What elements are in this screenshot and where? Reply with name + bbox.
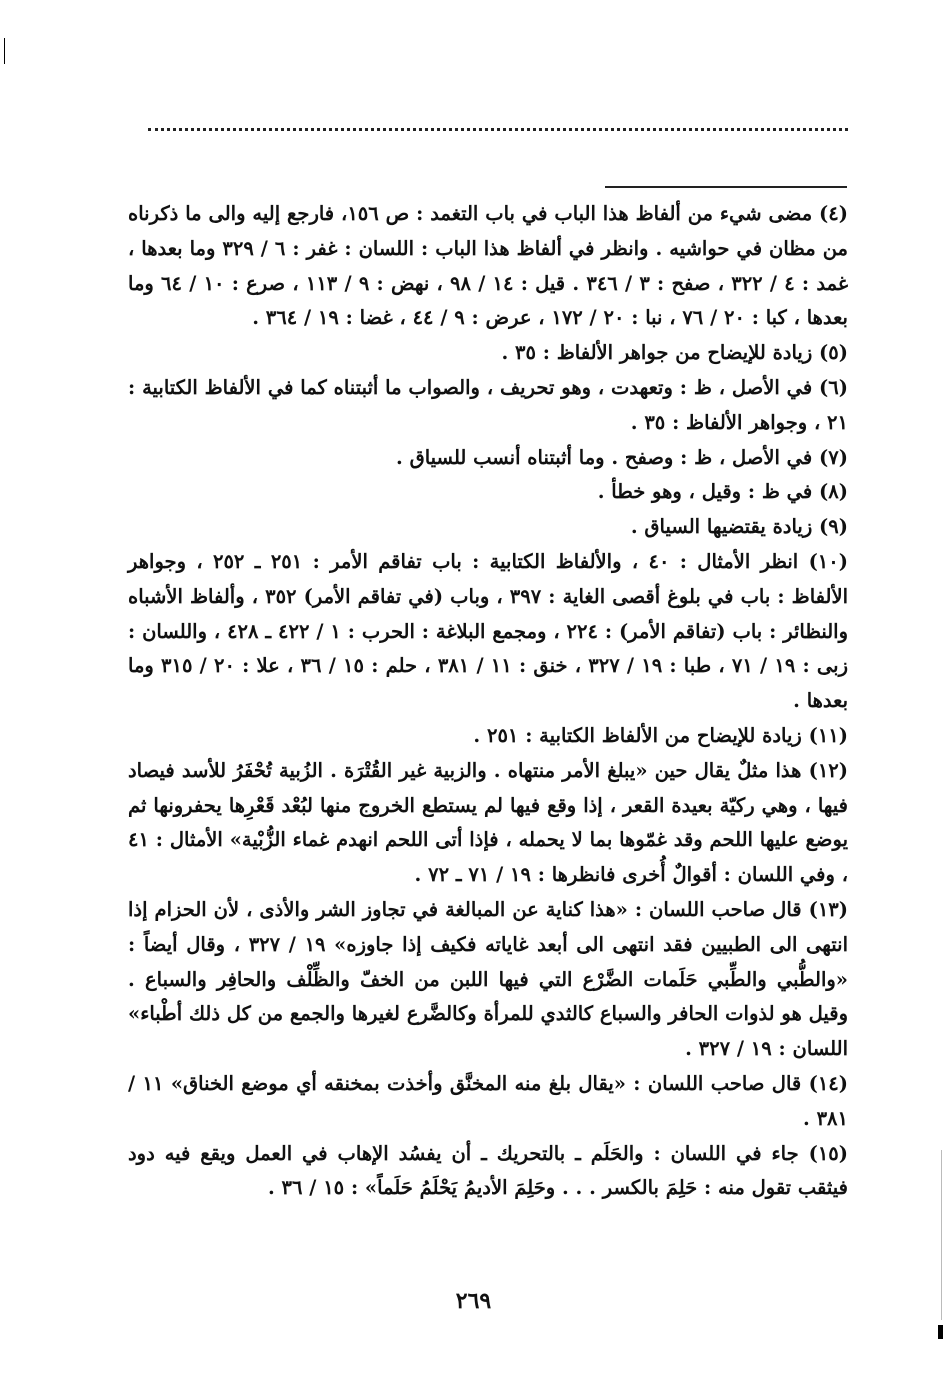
footnote-5: (٥) زيادة للإيضاح من جواهر الألفاظ : ٣٥ . bbox=[501, 341, 848, 365]
footnote-10: (١٠) انظر الأمثال : ٤٠ ، والألفاظ الكتابية : باب تفاقم الأمر : ٢٥١ ـ ٢٥٢ ، وجواهر الألفاظ : باب في بلوغ أقصى الغاية : ٣٩٧ ، وباب (في تفاقم الأمر) ٣٥٢ ، وألفاظ الأشباه والنظائر : باب (تفاقم الأمر) : ٢٢٤ ، ومجمع البلاغة : الحرب : ١ / ٤٢٢ ـ ٤٢٨ ، واللسان : زبى : ١٩ / ٧١ ، طبا : ١٩ / ٣٢٧ ، خنق : ١١ / ٣٨١ ، حلم : ١٥ / ٣٦ ، علا : ٢٠ / ٣١٥ وما بعدها . bbox=[128, 549, 849, 713]
footnotes-block bbox=[128, 197, 848, 1206]
scan-edge-mark-right bbox=[938, 1325, 943, 1339]
footnote-14: (١٤) قال صاحب اللسان : «يقال بلغ منه المخنَّق وأخذت بمخنقه أي موضع الخناق» ١١ / ٣٨١ . bbox=[128, 1071, 848, 1130]
footnote-7: (٧) في الأصل ، ظ : وصفح . وما أثبتناه أنسب للسياق . bbox=[396, 445, 848, 469]
footnote-11: (١١) زيادة للإيضاح من الألفاظ الكتابية : ٢٥١ . bbox=[473, 723, 848, 747]
footnote-6: (٦) في الأصل ، ظ : وتعهدت ، وهو تحريف ، والصواب ما أثبتناه كما في الألفاظ الكتابية : ٢١ ، وجواهر الألفاظ : ٣٥ . bbox=[128, 375, 848, 434]
footnote-4: (٤) مضى شيء من ألفاظ هذا الباب في باب التغمد : ص ١٥٦، فارجع إليه والى ما ذكرناه من مظان في حواشيه . وانظر في ألفاظ هذا الباب : اللسان : غفر : ٦ / ٣٢٩ وما بعدها ، غمد : ٤ / ٣٢٢ ، صفح : ٣ / ٣٤٦ . قيل : ١٤ / ٩٨ ، نهض : ٩ / ١١٣ ، صرع : ١٠ / ٦٤ وما بعدها ، كبا : ٢٠ / ٧٦ ، نبا : ٢٠ / ١٧٢ ، عرض : ٩ / ٤٤ ، غضا : ١٩ / ٣٦٤ . bbox=[128, 202, 849, 330]
footnote-9: (٩) زيادة يقتضيها السياق . bbox=[630, 515, 848, 539]
footnote-13: (١٣) قال صاحب اللسان : «هذا كناية عن المبالغة في تجاوز الشر والأذى ، لأن الحزام إذا انتهى الى الطبيين فقد انتهى الى أبعد غاياته فكيف إذا جاوزه» ١٩ / ٣٢٧ ، وقال أيضاً : «والطُّبي والطِّبي حَلَمات الضَّرْع التي فيها اللبن من الخفّ والظِّلْف والحافِر والسباع . وقيل هو لذوات الحافر والسباع كالثدي للمرأة وكالضَّرع لغيرها والجمع من كل ذلك أطْباء» اللسان : ١٩ / ٣٢٧ . bbox=[128, 897, 849, 1061]
footnote-15: (١٥) جاء في اللسان : والحَلَم ـ بالتحريك ـ أن يفسُد الإهاب في العمل ويقع فيه دود فيثقب تقول منه : حَلِمَ بالكسر . . . وحَلِمَ الأديمُ يَحْلَمُ حَلَماً» : ١٥ / ٣٦ . bbox=[128, 1141, 848, 1200]
page-number: ٢٦٩ bbox=[455, 1288, 492, 1314]
dotted-separator bbox=[148, 128, 848, 131]
footnote-rule bbox=[605, 186, 847, 188]
footnote-8: (٨) في ظ : وقيل ، وهو خطأ . bbox=[597, 480, 848, 504]
scan-edge-mark-left bbox=[4, 38, 5, 64]
footnote-12: (١٢) هذا مثلٌ يقال حين «يبلغ الأمر منتهاه . والزبية غير القُتْرَة . الزُبية تُحْفَرُ للأسد فيصاد فيها ، وهي ركيّة بعيدة القعر ، إذا وقع فيها لم يستطع الخروج منها لبُعْد قَعْرِها يحفرونها ثم يوضع عليها اللحم وقد غمّوها بما لا يحمله ، فإذا أتى اللحم انهدم غماء الزُّبْية» الأمثال : ٤١ ، وفي اللسان : أقوالٌ أُخرى فانظرها : ١٩ / ٧١ ـ ٧٢ . bbox=[128, 758, 848, 887]
